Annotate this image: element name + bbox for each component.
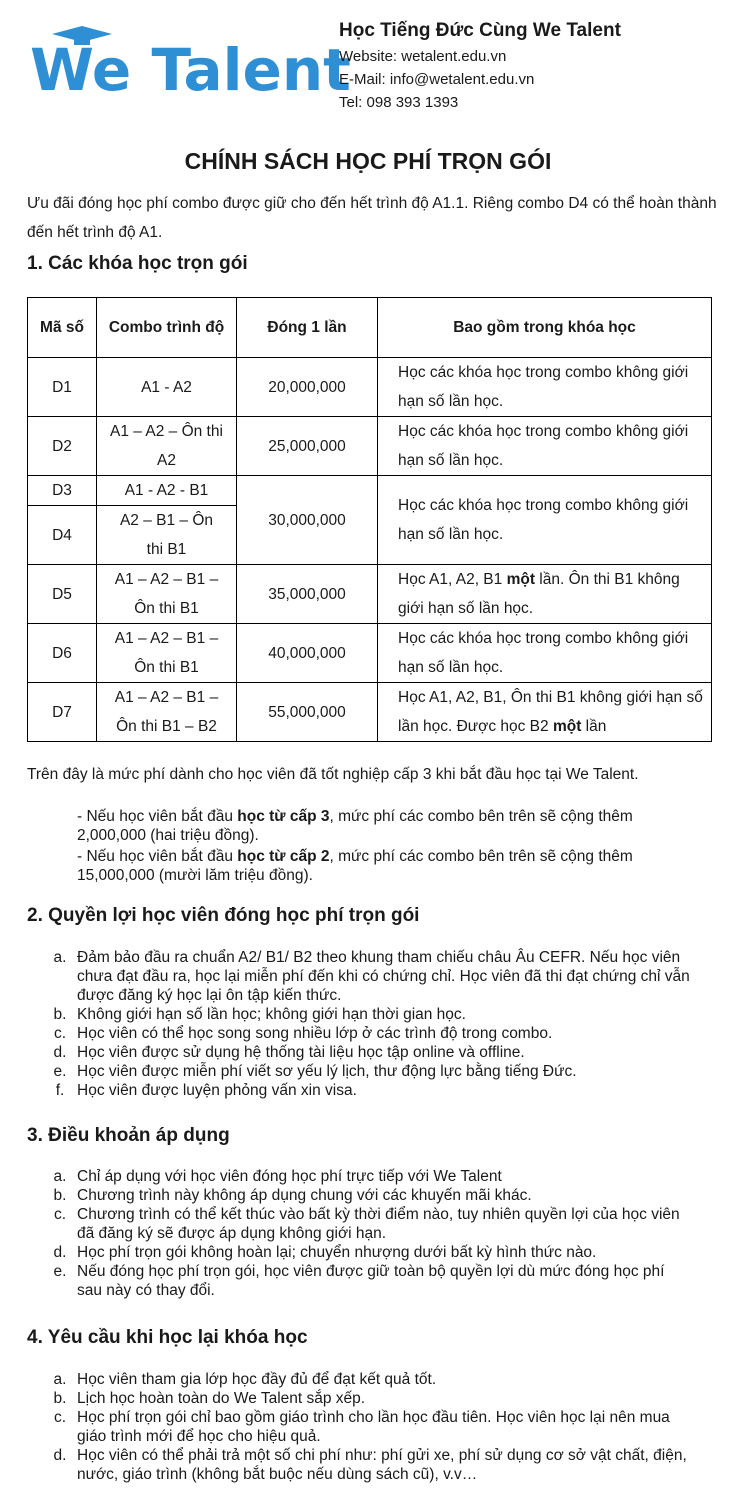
cell-price: 20,000,000 — [237, 358, 378, 417]
fee-note-bullet — [77, 807, 687, 845]
includes-bold: một — [552, 718, 582, 735]
bullet-text: - Nếu học viên bắt đầu — [77, 848, 238, 865]
list-item — [50, 1081, 690, 1100]
page-title: CHÍNH SÁCH HỌC PHÍ TRỌN GÓI — [184, 148, 552, 174]
cell-code: D2 — [28, 417, 97, 476]
list-item — [50, 948, 690, 1005]
item-label: e. — [53, 1063, 67, 1080]
section1-heading: 1. Các khóa học trọn gói — [27, 253, 248, 274]
table-header-row — [28, 298, 712, 358]
list-item — [50, 1005, 690, 1024]
includes-text: lần. Ôn thi B1 không giới hạn số lần học. — [398, 571, 680, 617]
item-text: Chương trình này không áp dụng chung với các khuyến mãi khác. — [77, 1187, 532, 1204]
intro-text: Ưu đãi đóng học phí combo được giữ cho đến hết trình độ A1.1. Riêng combo D4 có thể hoàn thành đến hết trình độ A1. — [27, 195, 717, 241]
combo-table — [27, 297, 712, 742]
bullet-text: , mức phí các combo bên trên sẽ cộng thêm 15,000,000 (mười lăm triệu đồng). — [77, 848, 633, 884]
cell-includes: Học các khóa học trong combo không giới hạn số lần học. — [378, 417, 712, 476]
item-text: Lịch học hoàn toàn do We Talent sắp xếp. — [77, 1390, 366, 1407]
item-text: Không giới hạn số lần học; không giới hạn thời gian học. — [77, 1006, 466, 1023]
bullet-bold: học từ cấp 2 — [237, 848, 330, 865]
cell-code: D7 — [28, 683, 97, 742]
cell-price: 25,000,000 — [237, 417, 378, 476]
bullet-bold: học từ cấp 3 — [237, 808, 330, 825]
retake-requirements-list — [50, 1370, 690, 1484]
item-label: d. — [53, 1044, 67, 1061]
header-price: Đóng 1 lần — [237, 298, 378, 358]
cell-includes: Học các khóa học trong combo không giới hạn số lần học. — [378, 358, 712, 417]
header-includes: Bao gồm trong khóa học — [378, 298, 712, 358]
item-label: c. — [53, 1206, 67, 1223]
cell-includes: Học các khóa học trong combo không giới hạn số lần học. — [378, 624, 712, 683]
logo-text: We Talent — [30, 36, 351, 104]
website-text[interactable]: Website: wetalent.edu.vn — [339, 48, 507, 65]
header-combo: Combo trình độ — [97, 298, 237, 358]
cell-code: D3 — [28, 476, 97, 506]
item-text: Nếu đóng học phí trọn gói, học viên được giữ toàn bộ quyền lợi dù mức đóng học phí sau này có thay đổi. — [77, 1263, 665, 1299]
cell-combo: A2 – B1 – Ôn thi B1 — [97, 506, 237, 565]
bullet-text: - Nếu học viên bắt đầu — [77, 808, 238, 825]
table-row — [28, 624, 712, 683]
list-item — [50, 1043, 690, 1062]
phone-text: Tel: 098 393 1393 — [339, 94, 459, 111]
fee-note-bullet — [77, 847, 687, 885]
item-label: b. — [53, 1187, 67, 1204]
terms-list — [50, 1167, 690, 1300]
list-item — [50, 1167, 690, 1186]
cell-price: 55,000,000 — [237, 683, 378, 742]
bullet-text: , mức phí các combo bên trên sẽ cộng thêm 2,000,000 (hai triệu đồng). — [77, 808, 633, 844]
list-item — [50, 1389, 690, 1408]
item-label: c. — [53, 1409, 67, 1426]
item-label: a. — [53, 1371, 67, 1388]
benefits-list — [50, 948, 690, 1100]
list-item — [50, 1262, 690, 1300]
item-text: Học viên có thể phải trả một số chi phí như: phí gửi xe, phí sử dụng cơ sở vật chất, điện, nước, giáo trình (không bắt buộc nếu dùng sách cũ), v.v… — [77, 1447, 687, 1483]
item-label: a. — [53, 949, 67, 966]
table-row — [28, 683, 712, 742]
cell-includes — [378, 565, 712, 624]
cell-combo: A1 – A2 – Ôn thi A2 — [97, 417, 237, 476]
table-row — [28, 476, 712, 506]
cell-price: 40,000,000 — [237, 624, 378, 683]
includes-text: Học A1, A2, B1, Ôn thi B1 không giới hạn số lần học. Được học B2 — [398, 689, 703, 735]
cell-combo: A1 - A2 — [97, 358, 237, 417]
list-item — [50, 1186, 690, 1205]
cell-code: D4 — [28, 506, 97, 565]
contact-block — [339, 20, 621, 117]
list-item — [50, 1243, 690, 1262]
item-label: e. — [53, 1263, 67, 1280]
item-text: Học viên có thể học song song nhiều lớp ở các trình độ trong combo. — [77, 1025, 553, 1042]
table-row — [28, 565, 712, 624]
includes-bold: một — [506, 571, 535, 588]
item-text: Chương trình có thể kết thúc vào bất kỳ thời điểm nào, tuy nhiên quyền lợi của học viên đã đăng ký sẽ được áp dụng không giới hạn. — [77, 1206, 680, 1242]
cell-includes: Học các khóa học trong combo không giới hạn số lần học. — [378, 476, 712, 565]
org-name: Học Tiếng Đức Cùng We Talent — [339, 20, 621, 41]
cell-combo: A1 – A2 – B1 – Ôn thi B1 – B2 — [97, 683, 237, 742]
item-label: d. — [53, 1244, 67, 1261]
fee-note: Trên đây là mức phí dành cho học viên đã tốt nghiệp cấp 3 khi bắt đầu học tại We Talent. — [27, 766, 639, 783]
item-text: Chỉ áp dụng với học viên đóng học phí trực tiếp với We Talent — [77, 1168, 502, 1185]
list-item — [50, 1062, 690, 1081]
list-item — [50, 1446, 690, 1484]
item-label: b. — [53, 1390, 67, 1407]
item-text: Học phí trọn gói không hoàn lại; chuyển nhượng dưới bất kỳ hình thức nào. — [77, 1244, 597, 1261]
item-label: d. — [53, 1447, 67, 1464]
we-talent-logo — [30, 20, 351, 104]
cell-code: D5 — [28, 565, 97, 624]
list-item — [50, 1408, 690, 1446]
header-code: Mã số — [28, 298, 97, 358]
list-item — [50, 1024, 690, 1043]
cell-combo: A1 - A2 - B1 — [97, 476, 237, 506]
table-row — [28, 358, 712, 417]
cell-includes — [378, 683, 712, 742]
section3-heading: 3. Điều khoản áp dụng — [27, 1125, 230, 1146]
list-item — [50, 1370, 690, 1389]
item-text: Học viên được sử dụng hệ thống tài liệu học tập online và offline. — [77, 1044, 525, 1061]
item-text: Học viên được miễn phí viết sơ yếu lý lịch, thư động lực bằng tiếng Đức. — [77, 1063, 577, 1080]
includes-text: lần — [581, 718, 607, 735]
item-text: Học viên được luyện phỏng vấn xin visa. — [77, 1082, 357, 1099]
item-text: Học viên tham gia lớp học đầy đủ để đạt kết quả tốt. — [77, 1371, 437, 1388]
item-label: b. — [53, 1006, 67, 1023]
list-item — [50, 1205, 690, 1243]
item-label: a. — [53, 1168, 67, 1185]
cell-code: D1 — [28, 358, 97, 417]
cell-price: 30,000,000 — [237, 476, 378, 565]
section2-heading: 2. Quyền lợi học viên đóng học phí trọn gói — [27, 905, 420, 926]
email-text[interactable]: E-Mail: info@wetalent.edu.vn — [339, 71, 535, 88]
cell-combo: A1 – A2 – B1 – Ôn thi B1 — [97, 624, 237, 683]
cell-code: D6 — [28, 624, 97, 683]
item-text: Học phí trọn gói chỉ bao gồm giáo trình cho lần học đầu tiên. Học viên học lại nên mua giáo trình mới để học cho hiệu quả. — [77, 1409, 670, 1445]
item-label: f. — [55, 1082, 65, 1099]
section4-heading: 4. Yêu cầu khi học lại khóa học — [27, 1327, 308, 1348]
item-label: c. — [53, 1025, 67, 1042]
table-row — [28, 417, 712, 476]
cell-price: 35,000,000 — [237, 565, 378, 624]
cell-combo: A1 – A2 – B1 – Ôn thi B1 — [97, 565, 237, 624]
item-text: Đảm bảo đầu ra chuẩn A2/ B1/ B2 theo khung tham chiếu châu Âu CEFR. Nếu học viên chưa đạt đầu ra, học lại miễn phí đến khi có chứng chỉ. Học viên đã thi đạt chứng chỉ vẫn được đăng ký học lại ôn tập kiến thức. — [77, 949, 690, 1004]
includes-text: Học A1, A2, B1 — [398, 571, 507, 588]
